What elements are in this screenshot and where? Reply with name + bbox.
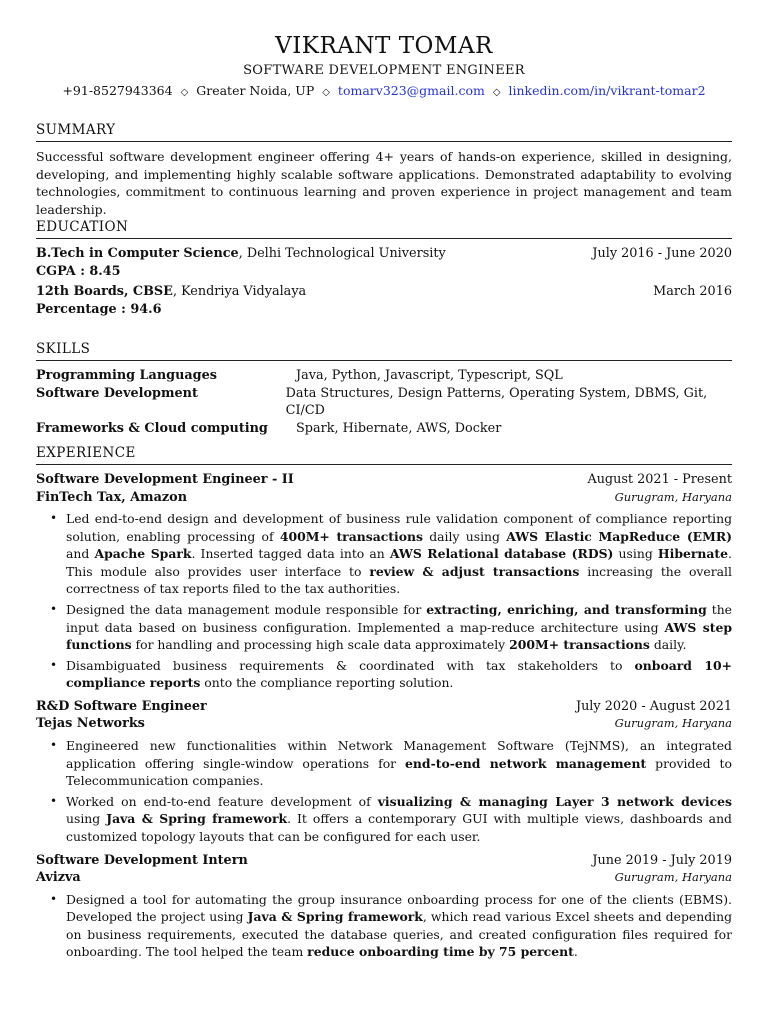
skill-row bbox=[36, 420, 732, 438]
highlight-text: reduce onboarding time by 75 percent bbox=[307, 944, 574, 960]
linkedin-link[interactable]: linkedin.com/in/vikrant-tomar2 bbox=[508, 83, 706, 98]
separator-icon: ◇ bbox=[180, 87, 189, 98]
bullet-text: Disambiguated business requirements & coordinated with tax stakeholders to bbox=[66, 657, 635, 673]
section-heading-education: EDUCATION bbox=[36, 218, 732, 239]
highlight-text: 200M+ transactions bbox=[509, 637, 650, 653]
bullet-text: . It offers a contemporary GUI with multiple views, dashboards and customized topology layouts that can be configured for each user. bbox=[66, 811, 732, 844]
job-role: Software Development Intern bbox=[36, 852, 248, 868]
education-item bbox=[36, 283, 732, 318]
education-item bbox=[36, 245, 732, 280]
institution: , Delhi Technological University bbox=[238, 246, 446, 261]
degree: B.Tech in Computer Science bbox=[36, 246, 239, 261]
education-section bbox=[36, 218, 732, 318]
separator-icon: ◇ bbox=[492, 87, 501, 98]
list-item bbox=[50, 510, 732, 598]
skill-category: Frameworks & Cloud computing bbox=[36, 420, 268, 436]
bullet-text: Designed the data management module responsible for bbox=[66, 601, 427, 617]
separator-icon: ◇ bbox=[322, 87, 330, 98]
section-heading-skills: SKILLS bbox=[36, 340, 732, 361]
institution: , Kendriya Vidyalaya bbox=[172, 284, 307, 299]
list-item bbox=[50, 601, 732, 654]
highlight-text: 400M+ transactions bbox=[279, 528, 423, 544]
candidate-title: SOFTWARE DEVELOPMENT ENGINEER bbox=[243, 63, 525, 78]
job-location: Gurugram, Haryana bbox=[614, 489, 732, 504]
bullet-text: Designed a tool for automating the group insurance onboarding process for one of the clients (EBMS). Developed the project using bbox=[66, 891, 732, 925]
bullet-text: daily using bbox=[422, 528, 507, 544]
job-company: Avizva bbox=[36, 870, 81, 885]
job-dates: July 2020 - August 2021 bbox=[575, 698, 732, 714]
education-dates: March 2016 bbox=[653, 284, 732, 299]
job-bullets bbox=[36, 737, 732, 846]
highlight-text: AWS step functions bbox=[66, 619, 732, 653]
bullet-text: increasing the overall correctness of tax reports filed to the tax authorities. bbox=[66, 563, 732, 597]
experience-entry bbox=[36, 698, 732, 846]
highlight-text: Java & Spring framework bbox=[106, 811, 288, 827]
bullet-text: , which read various Excel sheets and depending on business requirements, executed the database queries, and created configuration files required for onboarding. The tool helped the team bbox=[66, 909, 732, 960]
location: Greater Noida, UP bbox=[196, 83, 315, 98]
skill-row bbox=[36, 385, 732, 420]
list-item bbox=[50, 737, 732, 790]
skill-values: Java, Python, Javascript, Typescript, SQL bbox=[296, 368, 563, 383]
bullet-text: Led end-to-end design and development of business rule validation component of compliance reporting solution, enabling processing of bbox=[66, 511, 732, 544]
candidate-name: VIKRANT TOMAR bbox=[275, 33, 493, 59]
job-dates: August 2021 - Present bbox=[587, 472, 732, 487]
job-role: Software Development Engineer - II bbox=[36, 472, 294, 487]
job-role: R&D Software Engineer bbox=[36, 698, 207, 714]
bullet-text: using bbox=[613, 546, 658, 562]
summary-text: Successful software development engineer offering 4+ years of hands-on experience, skilled in designing, developing, and implementing highly scalable software applications. Demonstrated adaptability to evolving technologies, commitment to continuous learning and proven experience in project management and team leadership. bbox=[36, 149, 732, 217]
bullet-text: the input data based on business configuration. Implemented a map-reduce architecture using bbox=[66, 601, 733, 635]
section-heading-summary: SUMMARY bbox=[36, 121, 732, 142]
skill-category: Software Development bbox=[36, 385, 198, 401]
job-location: Gurugram, Haryana bbox=[614, 716, 732, 731]
list-item bbox=[50, 891, 732, 961]
education-dates: July 2016 - June 2020 bbox=[592, 246, 732, 261]
highlight-text: end-to-end network management bbox=[405, 755, 647, 771]
experience-list bbox=[36, 471, 732, 961]
highlight-text: visualizing & managing Layer 3 network devices bbox=[377, 793, 733, 809]
bullet-text: . This module also provides user interface to bbox=[66, 546, 732, 579]
degree: 12th Boards, CBSE bbox=[36, 284, 173, 299]
job-bullets bbox=[36, 891, 732, 961]
experience-entry bbox=[36, 471, 732, 692]
bullet-text: for handling and processing high scale data approximately bbox=[131, 637, 510, 653]
experience-section bbox=[36, 444, 732, 967]
bullet-text: provided to Telecommunication companies. bbox=[66, 755, 732, 789]
bullet-text: Worked on end-to-end feature development of bbox=[66, 793, 378, 809]
highlight-text: Java & Spring framework bbox=[247, 909, 423, 925]
highlight-text: AWS Elastic MapReduce (EMR) bbox=[506, 528, 732, 544]
highlight-text: AWS Relational database (RDS) bbox=[389, 546, 614, 562]
list-item bbox=[50, 793, 732, 846]
education-score: Percentage : 94.6 bbox=[36, 301, 162, 317]
skill-row bbox=[36, 367, 732, 385]
experience-entry bbox=[36, 852, 732, 961]
bullet-text: . Inserted tagged data into an bbox=[191, 546, 390, 562]
phone-number: +91-8527943364 bbox=[62, 83, 173, 98]
highlight-text: Apache Spark bbox=[94, 546, 192, 562]
job-company: FinTech Tax, Amazon bbox=[36, 489, 187, 505]
bullet-text: onto the compliance reporting solution. bbox=[200, 675, 454, 691]
job-bullets bbox=[36, 510, 732, 692]
skill-values: Data Structures, Design Patterns, Operating System, DBMS, Git, CI/CD bbox=[285, 385, 708, 418]
job-company: Tejas Networks bbox=[36, 716, 145, 732]
job-dates: June 2019 - July 2019 bbox=[592, 852, 732, 868]
bullet-text: and bbox=[66, 546, 95, 562]
section-heading-experience: EXPERIENCE bbox=[36, 444, 732, 465]
bullet-text: . bbox=[573, 944, 578, 960]
bullet-text: Engineered new functionalities within Network Management Software (TejNMS), an integrated application offering single-window operations for bbox=[66, 737, 732, 771]
skills-section bbox=[36, 340, 732, 437]
education-score: CGPA : 8.45 bbox=[36, 263, 121, 279]
highlight-text: onboard 10+ compliance reports bbox=[66, 657, 732, 691]
bullet-text: using bbox=[66, 811, 107, 827]
contact-line bbox=[36, 83, 732, 101]
resume-page bbox=[36, 0, 733, 960]
highlight-text: Hibernate bbox=[657, 546, 729, 562]
email-link[interactable]: tomarv323@gmail.com bbox=[337, 83, 485, 98]
bullet-text: daily. bbox=[649, 637, 687, 653]
list-item bbox=[50, 657, 732, 692]
skill-category: Programming Languages bbox=[36, 368, 217, 383]
skill-values: Spark, Hibernate, AWS, Docker bbox=[296, 420, 502, 436]
highlight-text: extracting, enriching, and transforming bbox=[426, 601, 707, 617]
summary-section bbox=[36, 121, 732, 218]
highlight-text: review & adjust transactions bbox=[369, 563, 580, 579]
job-location: Gurugram, Haryana bbox=[614, 870, 732, 884]
